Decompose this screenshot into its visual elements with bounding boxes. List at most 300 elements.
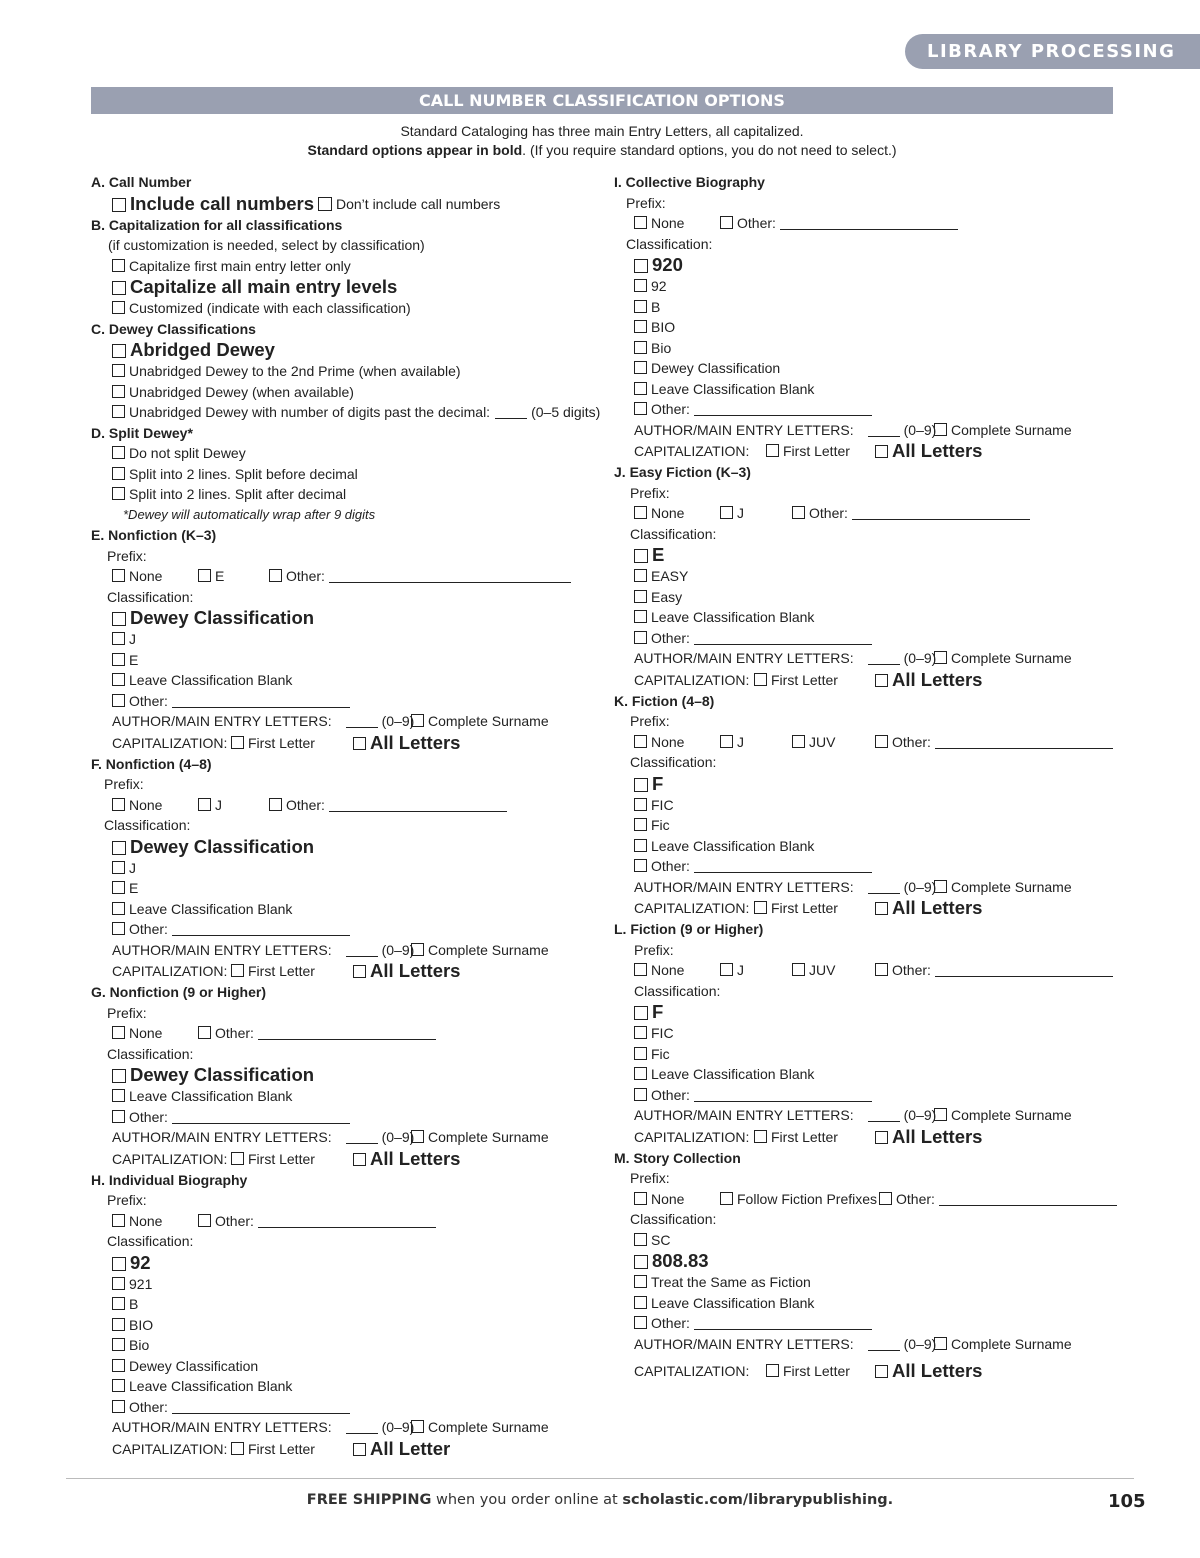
k-all-letters-checkbox[interactable] <box>875 902 888 915</box>
section-f-title: F. Nonfiction (4–8) <box>91 755 212 772</box>
i-prefix-label: Prefix: <box>626 194 666 211</box>
section-l-title: L. Fiction (9 or Higher) <box>614 921 764 937</box>
f-dewey-checkbox[interactable] <box>112 841 126 855</box>
i-class-b-label: B <box>651 298 661 315</box>
f-prefix-other-checkbox[interactable] <box>269 798 282 811</box>
g-all-letters-checkbox[interactable] <box>353 1153 366 1166</box>
l-class-fic-upper-label: FIC <box>651 1025 674 1041</box>
i-class-bio-upper-label: BIO <box>651 319 676 335</box>
section-b-title: B. Capitalization for all classifications <box>91 216 343 233</box>
capitalize-first-label: Capitalize first main entry letter only <box>129 257 351 274</box>
digits-range: (0–5 digits) <box>531 404 601 420</box>
l-prefix-juv-checkbox[interactable] <box>792 963 805 976</box>
split-before-checkbox[interactable] <box>112 467 125 480</box>
k-prefix-juv-label: JUV <box>809 733 836 750</box>
footer-divider <box>66 1478 1134 1479</box>
j-class-other-checkbox[interactable] <box>634 631 647 644</box>
i-class-920-checkbox[interactable] <box>634 259 648 273</box>
g-first-letter-label: First Letter <box>248 1150 315 1167</box>
j-class-easy-checkbox[interactable] <box>634 590 647 603</box>
i-class-bio-label: Bio <box>651 339 672 356</box>
e-prefix-none-label: None <box>129 568 163 584</box>
footer-url[interactable]: scholastic.com/librarypublishing. <box>622 1492 894 1508</box>
h-class-other-label: Other: <box>129 1398 168 1415</box>
capitalize-all-checkbox[interactable] <box>112 281 126 295</box>
abridged-dewey-checkbox[interactable] <box>112 344 126 358</box>
m-all-letters-checkbox[interactable] <box>875 1365 888 1378</box>
section-b-note: (if customization is needed, select by classification) <box>108 237 425 253</box>
customized-checkbox[interactable] <box>112 301 125 314</box>
h-prefix-none-label: None <box>129 1212 163 1229</box>
g-class-other-label: Other: <box>129 1108 168 1125</box>
intro-bold: Standard options appear in bold <box>307 142 523 158</box>
g-prefix-other-checkbox[interactable] <box>198 1026 211 1039</box>
do-not-split-checkbox[interactable] <box>112 446 125 459</box>
i-capitalization-label: CAPITALIZATION: <box>634 443 750 459</box>
m-prefix-follow-checkbox[interactable] <box>720 1192 733 1205</box>
m-prefix-label: Prefix: <box>630 1170 670 1186</box>
f-class-e-checkbox[interactable] <box>112 881 125 894</box>
section-d-title: D. Split Dewey* <box>91 424 193 441</box>
l-classification-label: Classification: <box>634 982 721 999</box>
j-author-label: AUTHOR/MAIN ENTRY LETTERS: <box>634 650 854 666</box>
k-class-fic-checkbox[interactable] <box>634 818 647 831</box>
section-h-title: H. Individual Biography <box>91 1171 248 1188</box>
e-author-blank[interactable] <box>346 714 378 728</box>
e-prefix-other-checkbox[interactable] <box>269 569 282 582</box>
e-leave-blank-checkbox[interactable] <box>112 673 125 686</box>
h-class-92-label: 92 <box>130 1251 151 1273</box>
e-class-other-blank[interactable] <box>172 694 350 708</box>
j-class-easy-upper-label: EASY <box>651 568 689 584</box>
m-treat-fiction-label: Treat the Same as Fiction <box>651 1274 811 1290</box>
page-number: 105 <box>1108 1491 1146 1512</box>
f-dewey-label: Dewey Classification <box>130 835 315 857</box>
e-dewey-checkbox[interactable] <box>112 612 126 626</box>
i-class-92-label: 92 <box>651 278 667 294</box>
i-complete-surname-checkbox[interactable] <box>934 423 947 436</box>
l-prefix-juv-label: JUV <box>809 962 836 978</box>
k-first-letter-checkbox[interactable] <box>754 901 767 914</box>
i-class-b-checkbox[interactable] <box>634 300 647 313</box>
k-prefix-none-label: None <box>651 733 685 750</box>
f-prefix-j-checkbox[interactable] <box>198 798 211 811</box>
h-dewey-checkbox[interactable] <box>112 1359 125 1372</box>
f-first-letter-checkbox[interactable] <box>231 964 244 977</box>
h-capitalization-label: CAPITALIZATION: <box>112 1440 228 1457</box>
i-class-92-checkbox[interactable] <box>634 279 647 292</box>
section-a-title: A. Call Number <box>91 174 192 190</box>
i-leave-blank-label: Leave Classification Blank <box>651 380 815 397</box>
j-class-easy-upper-checkbox[interactable] <box>634 569 647 582</box>
g-author-blank[interactable] <box>346 1130 378 1144</box>
e-class-e-label: E <box>129 651 139 668</box>
m-complete-surname-checkbox[interactable] <box>934 1337 947 1350</box>
k-class-other-label: Other: <box>651 858 690 874</box>
m-author-range: (0–9) <box>903 1335 937 1352</box>
left-column <box>91 172 601 1460</box>
l-all-letters-label: All Letters <box>892 1125 983 1147</box>
l-author-label: AUTHOR/MAIN ENTRY LETTERS: <box>634 1107 854 1123</box>
h-all-letter-checkbox[interactable] <box>353 1443 366 1456</box>
k-classification-label: Classification: <box>630 754 717 770</box>
h-author-label: AUTHOR/MAIN ENTRY LETTERS: <box>112 1419 332 1435</box>
j-class-other-label: Other: <box>651 629 690 646</box>
m-treat-fiction-checkbox[interactable] <box>634 1275 647 1288</box>
e-all-letters-checkbox[interactable] <box>353 737 366 750</box>
l-complete-surname-label: Complete Surname <box>951 1107 1072 1123</box>
f-prefix-none-checkbox[interactable] <box>112 798 125 811</box>
j-prefix-none-checkbox[interactable] <box>634 506 647 519</box>
m-complete-surname-label: Complete Surname <box>951 1335 1072 1352</box>
e-prefix-e-label: E <box>215 568 225 584</box>
m-class-other-blank[interactable] <box>694 1316 872 1330</box>
f-author-blank[interactable] <box>346 943 378 957</box>
digits-blank[interactable] <box>495 405 527 419</box>
l-class-fic-upper-checkbox[interactable] <box>634 1026 647 1039</box>
f-capitalization-label: CAPITALIZATION: <box>112 963 228 979</box>
h-classification-label: Classification: <box>107 1233 194 1249</box>
e-complete-surname-checkbox[interactable] <box>411 714 424 727</box>
i-prefix-none-label: None <box>651 215 685 231</box>
h-class-b-checkbox[interactable] <box>112 1297 125 1310</box>
k-prefix-other-checkbox[interactable] <box>875 735 888 748</box>
i-all-letters-checkbox[interactable] <box>875 445 888 458</box>
h-class-b-label: B <box>129 1296 139 1312</box>
section-m-title: M. Story Collection <box>614 1149 741 1166</box>
l-prefix-other-blank[interactable] <box>935 963 1113 977</box>
k-prefix-none-checkbox[interactable] <box>634 735 647 748</box>
k-class-fic-upper-checkbox[interactable] <box>634 798 647 811</box>
e-class-e-checkbox[interactable] <box>112 653 125 666</box>
m-prefix-other-checkbox[interactable] <box>879 1192 892 1205</box>
split-after-checkbox[interactable] <box>112 487 125 500</box>
l-prefix-j-label: J <box>737 962 744 978</box>
f-class-other-blank[interactable] <box>172 922 350 936</box>
section-e-title: E. Nonfiction (K–3) <box>91 527 217 543</box>
j-capitalization-label: CAPITALIZATION: <box>634 671 750 688</box>
f-class-j-label: J <box>129 859 136 876</box>
g-dewey-checkbox[interactable] <box>112 1069 126 1083</box>
m-first-letter-label: First Letter <box>783 1363 850 1379</box>
f-leave-blank-label: Leave Classification Blank <box>129 900 293 917</box>
l-author-blank[interactable] <box>868 1108 900 1122</box>
i-class-other-checkbox[interactable] <box>634 402 647 415</box>
m-class-sc-checkbox[interactable] <box>634 1233 647 1246</box>
k-capitalization-label: CAPITALIZATION: <box>634 900 750 916</box>
f-class-other-checkbox[interactable] <box>112 922 125 935</box>
h-class-bio-label: Bio <box>129 1337 150 1353</box>
j-first-letter-label: First Letter <box>771 671 838 688</box>
g-prefix-other-blank[interactable] <box>258 1026 436 1040</box>
k-leave-blank-checkbox[interactable] <box>634 839 647 852</box>
f-prefix-j-label: J <box>215 796 222 813</box>
i-all-letters-label: All Letters <box>892 440 983 461</box>
e-dewey-label: Dewey Classification <box>130 607 315 628</box>
g-author-label: AUTHOR/MAIN ENTRY LETTERS: <box>112 1129 332 1145</box>
i-dewey-checkbox[interactable] <box>634 361 647 374</box>
i-first-letter-checkbox[interactable] <box>766 444 779 457</box>
m-class-sc-label: SC <box>651 1231 671 1248</box>
f-all-letters-label: All Letters <box>370 960 461 981</box>
l-class-fic-checkbox[interactable] <box>634 1047 647 1060</box>
i-prefix-other-blank[interactable] <box>780 216 958 230</box>
i-prefix-other-checkbox[interactable] <box>720 216 733 229</box>
m-class-808-label: 808.83 <box>652 1250 709 1271</box>
l-prefix-none-checkbox[interactable] <box>634 963 647 976</box>
h-prefix-label: Prefix: <box>107 1192 147 1208</box>
k-leave-blank-label: Leave Classification Blank <box>651 837 815 854</box>
h-dewey-label: Dewey Classification <box>129 1357 259 1374</box>
h-author-blank[interactable] <box>346 1420 378 1434</box>
i-leave-blank-checkbox[interactable] <box>634 382 647 395</box>
section-g-title: G. Nonfiction (9 or Higher) <box>91 984 266 1000</box>
capitalize-first-checkbox[interactable] <box>112 259 125 272</box>
i-author-blank[interactable] <box>868 423 900 437</box>
e-class-other-label: Other: <box>129 692 168 709</box>
f-complete-surname-label: Complete Surname <box>428 941 549 958</box>
j-class-easy-label: Easy <box>651 588 683 605</box>
j-class-e-checkbox[interactable] <box>634 549 648 563</box>
e-capitalization-label: CAPITALIZATION: <box>112 734 228 751</box>
g-author-range: (0–9) <box>381 1129 415 1145</box>
i-class-bio-upper-checkbox[interactable] <box>634 320 647 333</box>
l-class-f-label: F <box>652 1001 664 1022</box>
e-class-j-checkbox[interactable] <box>112 632 125 645</box>
f-classification-label: Classification: <box>104 817 191 833</box>
j-author-range: (0–9) <box>903 650 937 666</box>
m-prefix-none-label: None <box>651 1190 685 1207</box>
l-class-other-blank[interactable] <box>694 1088 872 1102</box>
m-leave-blank-label: Leave Classification Blank <box>651 1294 815 1311</box>
j-prefix-none-label: None <box>651 505 685 521</box>
section-c-title: C. Dewey Classifications <box>91 320 256 337</box>
k-prefix-juv-checkbox[interactable] <box>792 735 805 748</box>
include-call-numbers-checkbox[interactable] <box>112 198 126 212</box>
j-leave-blank-label: Leave Classification Blank <box>651 609 815 625</box>
j-class-other-blank[interactable] <box>694 631 872 645</box>
e-complete-surname-label: Complete Surname <box>428 713 549 729</box>
e-prefix-label: Prefix: <box>107 547 147 564</box>
e-class-other-checkbox[interactable] <box>112 694 125 707</box>
j-author-blank[interactable] <box>868 651 900 665</box>
e-first-letter-label: First Letter <box>248 734 315 751</box>
j-prefix-other-blank[interactable] <box>852 506 1030 520</box>
f-prefix-other-blank[interactable] <box>329 798 507 812</box>
unabridged-2nd-prime-label: Unabridged Dewey to the 2nd Prime (when available) <box>129 363 461 379</box>
f-prefix-none-label: None <box>129 796 163 813</box>
g-class-other-blank[interactable] <box>172 1110 350 1124</box>
j-leave-blank-checkbox[interactable] <box>634 610 647 623</box>
m-prefix-other-blank[interactable] <box>939 1192 1117 1206</box>
k-all-letters-label: All Letters <box>892 897 983 918</box>
m-first-letter-checkbox[interactable] <box>766 1364 779 1377</box>
i-prefix-none-checkbox[interactable] <box>634 216 647 229</box>
j-prefix-other-checkbox[interactable] <box>792 506 805 519</box>
j-prefix-j-checkbox[interactable] <box>720 506 733 519</box>
section-i-title: I. Collective Biography <box>614 174 765 190</box>
g-prefix-label: Prefix: <box>107 1004 147 1021</box>
h-class-92-checkbox[interactable] <box>112 1257 126 1271</box>
m-prefix-none-checkbox[interactable] <box>634 1192 647 1205</box>
j-classification-label: Classification: <box>630 525 717 542</box>
m-capitalization-label: CAPITALIZATION: <box>634 1363 750 1379</box>
h-all-letter-label: All Letter <box>370 1437 451 1459</box>
footer-mid: when you order online at <box>431 1492 623 1508</box>
i-complete-surname-label: Complete Surname <box>951 421 1072 438</box>
h-class-bio-upper-checkbox[interactable] <box>112 1318 125 1331</box>
h-complete-surname-checkbox[interactable] <box>411 1420 424 1433</box>
k-author-blank[interactable] <box>868 880 900 894</box>
f-author-range: (0–9) <box>381 941 415 958</box>
l-class-f-checkbox[interactable] <box>634 1006 648 1020</box>
e-prefix-e-checkbox[interactable] <box>198 569 211 582</box>
e-first-letter-checkbox[interactable] <box>231 736 244 749</box>
h-class-other-checkbox[interactable] <box>112 1400 125 1413</box>
footer-text <box>66 1492 1134 1508</box>
intro-line-1: Standard Cataloging has three main Entry Letters, all capitalized. <box>400 123 804 139</box>
j-prefix-other-label: Other: <box>809 505 848 521</box>
j-all-letters-label: All Letters <box>892 668 983 690</box>
g-prefix-none-label: None <box>129 1025 163 1041</box>
h-prefix-other-checkbox[interactable] <box>198 1214 211 1227</box>
capitalize-all-label: Capitalize all main entry levels <box>130 276 398 297</box>
l-class-other-label: Other: <box>651 1086 690 1103</box>
l-prefix-other-checkbox[interactable] <box>875 963 888 976</box>
f-class-j-checkbox[interactable] <box>112 861 125 874</box>
h-leave-blank-label: Leave Classification Blank <box>129 1378 293 1394</box>
unabridged-digits-label: Unabridged Dewey with number of digits past the decimal: <box>129 404 491 420</box>
g-classification-label: Classification: <box>107 1045 194 1062</box>
j-prefix-label: Prefix: <box>630 484 670 501</box>
h-prefix-other-label: Other: <box>215 1212 254 1229</box>
l-class-other-checkbox[interactable] <box>634 1088 647 1101</box>
dont-include-call-numbers-checkbox[interactable] <box>318 197 332 211</box>
j-complete-surname-label: Complete Surname <box>951 650 1072 666</box>
m-prefix-other-label: Other: <box>896 1190 935 1207</box>
k-class-other-blank[interactable] <box>694 859 872 873</box>
h-class-bio-upper-label: BIO <box>129 1316 154 1333</box>
e-author-range: (0–9) <box>381 713 415 729</box>
i-class-920-label: 920 <box>652 254 683 275</box>
f-prefix-other-label: Other: <box>286 796 325 813</box>
l-leave-blank-label: Leave Classification Blank <box>651 1066 815 1082</box>
k-prefix-other-blank[interactable] <box>935 735 1113 749</box>
e-prefix-other-blank[interactable] <box>329 569 571 583</box>
i-author-label: AUTHOR/MAIN ENTRY LETTERS: <box>634 421 854 438</box>
h-leave-blank-checkbox[interactable] <box>112 1379 125 1392</box>
g-prefix-none-checkbox[interactable] <box>112 1026 125 1039</box>
section-k-title: K. Fiction (4–8) <box>614 692 715 709</box>
h-first-letter-label: First Letter <box>248 1440 315 1457</box>
e-author-label: AUTHOR/MAIN ENTRY LETTERS: <box>112 713 332 729</box>
l-all-letters-checkbox[interactable] <box>875 1131 888 1144</box>
l-complete-surname-checkbox[interactable] <box>934 1108 947 1121</box>
section-j-title: J. Easy Fiction (K–3) <box>614 464 751 480</box>
g-complete-surname-checkbox[interactable] <box>411 1130 424 1143</box>
l-prefix-none-label: None <box>651 962 685 978</box>
j-prefix-j-label: J <box>737 505 744 521</box>
do-not-split-label: Do not split Dewey <box>129 445 246 461</box>
h-class-921-label: 921 <box>129 1275 153 1292</box>
unabridged-dewey-checkbox[interactable] <box>112 385 125 398</box>
intro-rest: . (If you require standard options, you do not need to select.) <box>522 142 897 158</box>
k-prefix-j-checkbox[interactable] <box>720 735 733 748</box>
f-class-e-label: E <box>129 880 139 896</box>
f-all-letters-checkbox[interactable] <box>353 965 366 978</box>
right-column <box>614 172 1114 1382</box>
k-class-f-checkbox[interactable] <box>634 778 648 792</box>
g-class-other-checkbox[interactable] <box>112 1110 125 1123</box>
i-class-other-blank[interactable] <box>694 402 872 416</box>
m-leave-blank-checkbox[interactable] <box>634 1296 647 1309</box>
l-leave-blank-checkbox[interactable] <box>634 1067 647 1080</box>
i-classification-label: Classification: <box>626 235 713 252</box>
l-first-letter-checkbox[interactable] <box>754 1130 767 1143</box>
l-author-range: (0–9) <box>903 1107 937 1123</box>
j-complete-surname-checkbox[interactable] <box>934 651 947 664</box>
m-class-other-checkbox[interactable] <box>634 1316 647 1329</box>
f-class-other-label: Other: <box>129 921 168 937</box>
f-first-letter-label: First Letter <box>248 963 315 979</box>
dont-include-call-numbers-label: Don’t include call numbers <box>336 195 501 212</box>
l-prefix-label: Prefix: <box>634 941 674 958</box>
m-author-blank[interactable] <box>868 1337 900 1351</box>
m-all-letters-label: All Letters <box>892 1360 983 1381</box>
i-prefix-other-label: Other: <box>737 215 776 231</box>
h-class-bio-checkbox[interactable] <box>112 1338 125 1351</box>
e-prefix-none-checkbox[interactable] <box>112 569 125 582</box>
g-first-letter-checkbox[interactable] <box>231 1152 244 1165</box>
f-leave-blank-checkbox[interactable] <box>112 902 125 915</box>
l-capitalization-label: CAPITALIZATION: <box>634 1128 750 1145</box>
h-prefix-none-checkbox[interactable] <box>112 1214 125 1227</box>
g-leave-blank-checkbox[interactable] <box>112 1089 125 1102</box>
j-first-letter-checkbox[interactable] <box>754 673 767 686</box>
h-complete-surname-label: Complete Surname <box>428 1419 549 1435</box>
l-class-fic-label: Fic <box>651 1045 670 1062</box>
j-all-letters-checkbox[interactable] <box>875 674 888 687</box>
l-prefix-j-checkbox[interactable] <box>720 963 733 976</box>
f-complete-surname-checkbox[interactable] <box>411 943 424 956</box>
k-prefix-j-label: J <box>737 733 744 750</box>
customized-label: Customized (indicate with each classification) <box>129 300 411 316</box>
e-all-letters-label: All Letters <box>370 731 461 753</box>
g-dewey-label: Dewey Classification <box>130 1064 315 1085</box>
split-before-label: Split into 2 lines. Split before decimal <box>129 465 358 482</box>
unabridged-2nd-prime-checkbox[interactable] <box>112 364 125 377</box>
g-prefix-other-label: Other: <box>215 1025 254 1041</box>
i-first-letter-label: First Letter <box>783 443 850 459</box>
split-dewey-note: *Dewey will automatically wrap after 9 digits <box>123 506 376 522</box>
k-class-fic-label: Fic <box>651 817 670 833</box>
k-complete-surname-checkbox[interactable] <box>934 880 947 893</box>
h-class-other-blank[interactable] <box>172 1400 350 1414</box>
unabridged-digits-checkbox[interactable] <box>112 405 125 418</box>
unabridged-dewey-label: Unabridged Dewey (when available) <box>129 383 354 400</box>
h-first-letter-checkbox[interactable] <box>231 1442 244 1455</box>
g-leave-blank-label: Leave Classification Blank <box>129 1088 293 1104</box>
m-class-808-checkbox[interactable] <box>634 1255 648 1269</box>
i-class-bio-checkbox[interactable] <box>634 341 647 354</box>
h-prefix-other-blank[interactable] <box>258 1214 436 1228</box>
e-leave-blank-label: Leave Classification Blank <box>129 672 293 688</box>
k-prefix-label: Prefix: <box>630 713 670 729</box>
abridged-dewey-label: Abridged Dewey <box>130 339 275 360</box>
k-class-other-checkbox[interactable] <box>634 859 647 872</box>
e-classification-label: Classification: <box>107 588 194 605</box>
h-class-921-checkbox[interactable] <box>112 1277 125 1290</box>
